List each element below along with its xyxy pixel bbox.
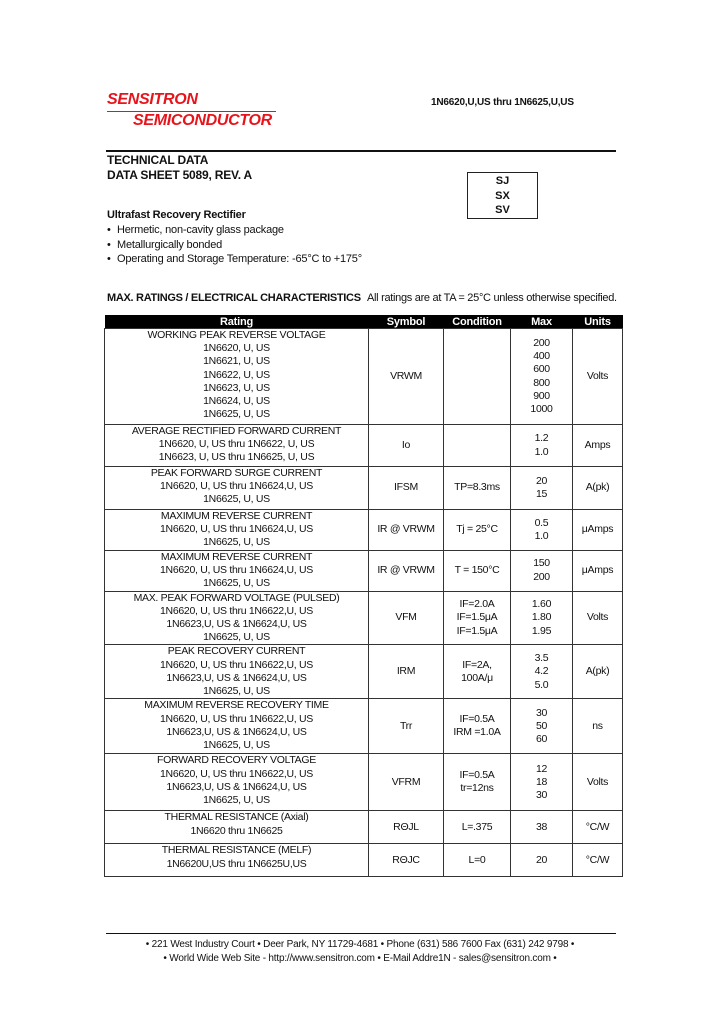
- cell-line: 3.5: [534, 652, 549, 665]
- max-cell: [511, 591, 573, 645]
- cell-line: TP=8.3ms: [454, 481, 500, 494]
- max-cell: [511, 754, 573, 811]
- cell-line: 200: [533, 570, 550, 583]
- cell-line: 600: [533, 363, 550, 376]
- condition-cell: [444, 844, 511, 877]
- cell-line: 5.0: [534, 678, 549, 691]
- cell-line: 18: [535, 775, 548, 788]
- cell-line: IFSM: [394, 481, 418, 494]
- max-cell: [511, 645, 573, 699]
- cell-line: ns: [592, 719, 603, 732]
- cell-line: 30: [535, 706, 548, 719]
- cell-line: 1N6625, U, US: [203, 408, 270, 421]
- cell-line: 900: [533, 389, 550, 402]
- symbol-cell: [369, 550, 444, 591]
- units-cell: [573, 811, 623, 844]
- ratings-note: All ratings are at TA = 25°C unless otherwise specified.: [367, 292, 617, 304]
- cell-line: 800: [533, 376, 550, 389]
- product-name: Ultrafast Recovery Rectifier: [107, 209, 246, 221]
- units-cell: [573, 510, 623, 551]
- cell-line: 4.2: [534, 665, 549, 678]
- cell-line: IRM: [396, 665, 416, 678]
- logo-semiconductor: SEMICONDUCTOR: [133, 112, 272, 129]
- condition-cell: [444, 425, 511, 467]
- cell-line: PEAK FORWARD SURGE CURRENT: [150, 467, 323, 479]
- cell-line: MAXIMUM REVERSE CURRENT: [160, 510, 313, 522]
- cell-line: A(pk): [585, 481, 610, 494]
- footer-divider: [106, 933, 616, 934]
- table-row: [105, 591, 623, 645]
- cell-line: Tj = 25°C: [456, 523, 498, 536]
- cell-line: THERMAL RESISTANCE (Axial): [164, 811, 309, 824]
- cell-line: 1N6622, U, US: [203, 368, 270, 381]
- rating-cell: [105, 844, 369, 877]
- cell-line: 1N6625, U, US: [203, 631, 270, 644]
- cell-line: 60: [535, 733, 548, 746]
- footer-address: • 221 West Industry Court • Deer Park, NY 11729-4681 • Phone (631) 586 7600 Fax (631) 242 9798 •: [145, 939, 575, 950]
- cell-line: 1N6625, U, US: [203, 536, 270, 549]
- cell-line: A(pk): [585, 665, 610, 678]
- table-row: [105, 329, 623, 425]
- cell-line: 1N6623,U, US & 1N6624,U, US: [166, 780, 307, 793]
- max-cell: [511, 425, 573, 467]
- cell-line: IF=1.5μA: [456, 624, 498, 637]
- cell-line: Volts: [586, 369, 609, 382]
- cell-line: 1N6625, U, US: [203, 739, 270, 752]
- cell-line: IR @ VRWM: [377, 523, 435, 536]
- condition-cell: [444, 467, 511, 510]
- technical-data-heading: TECHNICAL DATA: [107, 153, 209, 167]
- cell-line: L=0: [468, 853, 486, 866]
- cell-line: Io: [401, 438, 411, 451]
- data-sheet-number: DATA SHEET 5089, REV. A: [107, 168, 253, 182]
- max-cell: [511, 550, 573, 591]
- rating-cell: [105, 329, 369, 425]
- bullet-icon: •: [107, 238, 111, 251]
- feature-item: • Metallurgically bonded: [107, 238, 223, 251]
- cell-line: 1N6625, U, US: [203, 685, 270, 698]
- ratings-table: [104, 315, 623, 877]
- condition-cell: [444, 550, 511, 591]
- cell-line: 1N6620 thru 1N6625: [190, 824, 283, 837]
- units-cell: [573, 467, 623, 510]
- cell-line: Trr: [399, 719, 413, 732]
- cell-line: IF=2A,: [462, 658, 492, 671]
- symbol-cell: [369, 329, 444, 425]
- cell-line: 1N6623,U, US & 1N6624,U, US: [166, 671, 307, 684]
- header-divider: [106, 150, 616, 152]
- part-number-title: 1N6620,U,US thru 1N6625,U,US: [431, 97, 574, 108]
- symbol-cell: [369, 645, 444, 699]
- cell-line: Volts: [586, 611, 609, 624]
- rating-cell: [105, 645, 369, 699]
- cell-line: °C/W: [585, 853, 610, 866]
- cell-line: Amps: [584, 438, 611, 451]
- condition-cell: [444, 645, 511, 699]
- symbol-cell: [369, 591, 444, 645]
- cell-line: RΘJC: [392, 853, 420, 866]
- max-cell: [511, 510, 573, 551]
- cell-line: 1N6620U,US thru 1N6625U,US: [166, 857, 307, 870]
- units-cell: [573, 754, 623, 811]
- cell-line: IF=0.5A: [459, 769, 495, 782]
- rating-cell: [105, 467, 369, 510]
- cell-line: tr=12ns: [460, 782, 494, 795]
- rating-cell: [105, 811, 369, 844]
- cell-line: 1.2: [534, 432, 549, 445]
- cell-line: THERMAL RESISTANCE (MELF): [161, 844, 312, 857]
- cell-line: 20: [535, 474, 548, 487]
- bullet-icon: •: [107, 224, 111, 236]
- cell-line: 150: [533, 557, 550, 570]
- condition-cell: [444, 699, 511, 754]
- cell-line: IF=0.5A: [459, 713, 495, 726]
- column-header-condition: Condition: [444, 315, 511, 329]
- units-cell: [573, 329, 623, 425]
- condition-cell: [444, 591, 511, 645]
- cell-line: 1.80: [531, 611, 552, 624]
- logo-sensitron: SENSITRON: [107, 91, 198, 108]
- rating-cell: [105, 550, 369, 591]
- cell-line: VFRM: [391, 775, 421, 788]
- cell-line: VFM: [395, 611, 417, 624]
- cell-line: VRWM: [390, 369, 422, 382]
- table-row: [105, 425, 623, 467]
- max-cell: [511, 329, 573, 425]
- cell-line: IR @ VRWM: [377, 564, 435, 576]
- cell-line: 1N6620, U, US thru 1N6622,U, US: [160, 767, 313, 780]
- table-header-row: [105, 315, 623, 329]
- table-body: [105, 329, 623, 877]
- cell-line: IRM =1.0A: [453, 726, 501, 739]
- column-header-units: Units: [573, 315, 623, 329]
- table-row: [105, 510, 623, 551]
- table-row: [105, 645, 623, 699]
- column-header-rating: Rating: [105, 315, 369, 329]
- symbol-cell: [369, 811, 444, 844]
- max-cell: [511, 844, 573, 877]
- cell-line: °C/W: [585, 820, 610, 833]
- cell-line: 1.60: [531, 598, 552, 611]
- feature-item: • Operating and Storage Temperature: -65°C to +175°: [107, 253, 362, 265]
- bullet-icon: •: [107, 253, 111, 265]
- cell-line: L=.375: [461, 820, 493, 833]
- max-cell: [511, 811, 573, 844]
- footer-contact: • World Wide Web Site - http://www.sensitron.com • E-Mail Addre1N - sales@sensitron.com •: [163, 953, 557, 964]
- cell-line: Volts: [586, 775, 609, 788]
- condition-cell: [444, 811, 511, 844]
- package-code: SJ: [495, 175, 510, 187]
- cell-line: 30: [535, 789, 548, 802]
- units-cell: [573, 425, 623, 467]
- cell-line: μAmps: [581, 564, 614, 576]
- cell-line: PEAK RECOVERY CURRENT: [167, 645, 306, 658]
- cell-line: 1N6620, U, US thru 1N6622,U, US: [160, 658, 313, 671]
- cell-line: 1N6620, U, US thru 1N6622, U, US: [158, 438, 315, 451]
- cell-line: 20: [535, 853, 548, 866]
- cell-line: 1N6620, U, US: [203, 342, 270, 355]
- package-code: SX: [495, 189, 510, 202]
- cell-line: 1.0: [534, 445, 549, 458]
- cell-line: WORKING PEAK REVERSE VOLTAGE: [147, 329, 326, 341]
- condition-cell: [444, 510, 511, 551]
- cell-line: 1.0: [534, 529, 549, 542]
- package-code: SV: [495, 204, 510, 216]
- cell-line: μAmps: [581, 523, 614, 536]
- symbol-cell: [369, 425, 444, 467]
- cell-line: 38: [535, 820, 548, 833]
- cell-line: 1N6623, U, US: [203, 381, 270, 394]
- cell-line: 400: [533, 350, 550, 363]
- feature-item: • Hermetic, non-cavity glass package: [107, 224, 284, 236]
- cell-line: 1N6625, U, US: [203, 577, 270, 590]
- cell-line: 15: [535, 488, 548, 500]
- cell-line: 1N6620, U, US thru 1N6624,U, US: [160, 523, 313, 536]
- cell-line: 1N6620, U, US thru 1N6622,U, US: [160, 712, 313, 725]
- cell-line: 1N6621, U, US: [203, 355, 270, 368]
- units-cell: [573, 550, 623, 591]
- units-cell: [573, 591, 623, 645]
- cell-line: MAXIMUM REVERSE CURRENT: [160, 550, 313, 563]
- cell-line: 50: [535, 719, 548, 732]
- max-cell: [511, 467, 573, 510]
- symbol-cell: [369, 699, 444, 754]
- cell-line: 1000: [530, 402, 553, 415]
- rating-cell: [105, 754, 369, 811]
- cell-line: 1N6625, U, US: [203, 493, 270, 506]
- rating-cell: [105, 510, 369, 551]
- symbol-cell: [369, 510, 444, 551]
- cell-line: 1N6625, U, US: [203, 794, 270, 807]
- cell-line: 100A/μ: [461, 671, 493, 684]
- cell-line: 1N6623,U, US & 1N6624,U, US: [166, 618, 307, 631]
- cell-line: 1N6620, U, US thru 1N6624,U, US: [160, 563, 313, 576]
- cell-line: IF=1.5μA: [456, 611, 498, 624]
- cell-line: 0.5: [534, 516, 549, 529]
- units-cell: [573, 699, 623, 754]
- package-code-box: [467, 172, 538, 219]
- table-row: [105, 467, 623, 510]
- cell-line: 1.95: [531, 624, 552, 637]
- cell-line: IF=2.0A: [459, 598, 495, 611]
- cell-line: 1N6623, U, US thru 1N6625, U, US: [158, 451, 315, 464]
- table-row: [105, 754, 623, 811]
- rating-cell: [105, 425, 369, 467]
- rating-cell: [105, 699, 369, 754]
- cell-line: 1N6624, U, US: [203, 395, 270, 408]
- cell-line: 1N6623,U, US & 1N6624,U, US: [166, 725, 307, 738]
- cell-line: T = 150°C: [454, 564, 500, 576]
- section-title: MAX. RATINGS / ELECTRICAL CHARACTERISTICS: [107, 292, 361, 304]
- feature-list: [107, 223, 362, 267]
- cell-line: 1N6620, U, US thru 1N6622,U, US: [160, 604, 313, 617]
- cell-line: 12: [535, 762, 548, 775]
- cell-line: 200: [533, 336, 550, 349]
- rating-cell: [105, 591, 369, 645]
- condition-cell: [444, 754, 511, 811]
- max-cell: [511, 699, 573, 754]
- condition-cell: [444, 329, 511, 425]
- cell-line: MAXIMUM REVERSE RECOVERY TIME: [144, 699, 329, 712]
- cell-line: FORWARD RECOVERY VOLTAGE: [157, 754, 316, 767]
- symbol-cell: [369, 754, 444, 811]
- table-row: [105, 844, 623, 877]
- cell-line: AVERAGE RECTIFIED FORWARD CURRENT: [131, 425, 342, 437]
- units-cell: [573, 844, 623, 877]
- column-header-max: Max: [511, 315, 573, 329]
- cell-line: 1N6620, U, US thru 1N6624,U, US: [160, 480, 313, 493]
- cell-line: MAX. PEAK FORWARD VOLTAGE (PULSED): [133, 591, 340, 604]
- symbol-cell: [369, 467, 444, 510]
- table-row: [105, 699, 623, 754]
- units-cell: [573, 645, 623, 699]
- table-row: [105, 811, 623, 844]
- symbol-cell: [369, 844, 444, 877]
- column-header-symbol: Symbol: [369, 315, 444, 329]
- cell-line: RΘJL: [393, 820, 419, 833]
- table-row: [105, 550, 623, 591]
